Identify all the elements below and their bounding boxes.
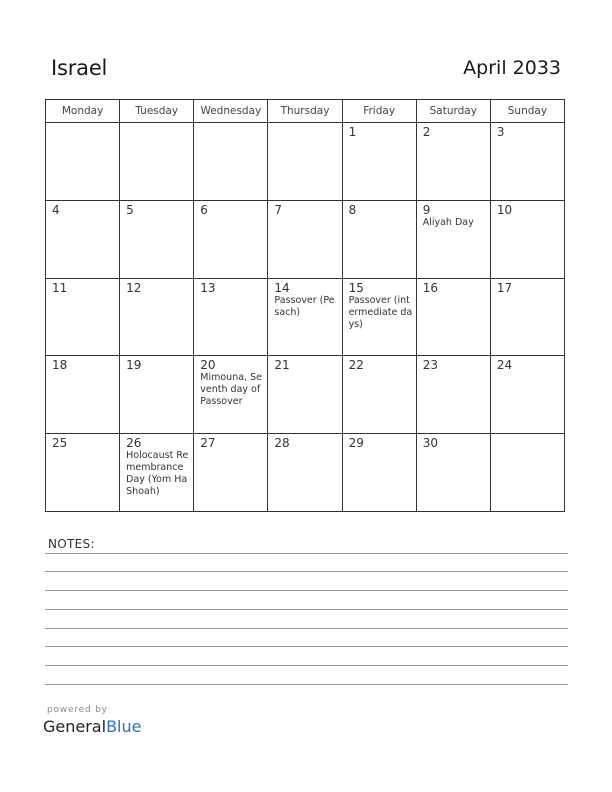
holiday-label: Passover (Pesach): [274, 294, 335, 318]
day-number: 5: [126, 203, 134, 218]
note-line: [45, 571, 568, 572]
day-number: 27: [200, 435, 216, 450]
day-number: 16: [422, 280, 438, 295]
day-number: 2: [422, 125, 431, 139]
day-number: 21: [274, 358, 290, 373]
day-cell: [416, 278, 490, 355]
day-number: 23: [422, 358, 438, 373]
day-number: 26: [126, 435, 142, 450]
day-number: 28: [274, 435, 290, 450]
country-title: Israel: [51, 56, 108, 80]
day-cell: [120, 433, 194, 511]
day-cell: [46, 356, 120, 433]
holiday-label: Mimouna, Seventh day of Passover: [200, 372, 262, 408]
brand-blue: Blue: [106, 717, 142, 736]
day-cell: [268, 356, 342, 433]
holiday-label: Passover (intermediate days): [348, 294, 413, 330]
day-number: 9: [422, 203, 431, 218]
week-row: [46, 123, 565, 201]
day-number: 6: [200, 203, 208, 218]
day-cell: [46, 201, 120, 278]
day-cell: [268, 201, 342, 278]
brand-general: General: [43, 717, 107, 736]
day-cell: [342, 433, 416, 511]
day-cell: [194, 278, 268, 355]
day-number: 3: [496, 125, 505, 139]
day-number: 24: [496, 358, 513, 373]
day-number: 1: [348, 125, 357, 139]
day-number: 17: [496, 280, 513, 295]
day-number: 30: [422, 435, 438, 450]
day-number: 13: [200, 280, 216, 295]
weekday-saturday: Saturday: [416, 100, 490, 123]
day-cell: [490, 356, 564, 433]
weekday-sunday: Sunday: [490, 100, 564, 123]
holiday-label: Holocaust Remembrance Day (Yom HaShoah): [126, 449, 189, 497]
day-number: 18: [52, 358, 68, 373]
day-number: 25: [52, 435, 68, 450]
day-cell: [46, 123, 120, 201]
day-number: 22: [348, 358, 364, 373]
day-cell: [268, 123, 342, 201]
day-number: 20: [200, 358, 216, 373]
day-cell: [342, 123, 416, 201]
note-line: [45, 553, 568, 554]
day-cell: [490, 278, 564, 355]
day-number: 29: [348, 435, 364, 450]
day-cell: [194, 356, 268, 433]
day-cell: [120, 201, 194, 278]
weekday-header-row: [46, 100, 565, 123]
note-line: [45, 684, 568, 685]
week-row: [46, 356, 565, 433]
day-cell: [268, 278, 342, 355]
day-cell: [194, 433, 268, 511]
note-line: [45, 646, 568, 647]
powered-by-text: powered by: [47, 705, 108, 715]
holiday-label: Aliyah Day: [422, 217, 474, 229]
month-year-title: April 2033: [463, 57, 561, 79]
day-number: 4: [52, 203, 60, 218]
day-cell: [194, 123, 268, 201]
day-cell: [120, 278, 194, 355]
day-cell: [46, 433, 120, 511]
note-line: [45, 665, 568, 666]
note-line: [45, 628, 568, 629]
day-number: 15: [348, 280, 364, 295]
day-number: 10: [496, 203, 513, 218]
day-number: 19: [126, 358, 142, 373]
day-cell: [416, 201, 490, 278]
weekday-wednesday: Wednesday: [194, 100, 268, 123]
day-cell: [342, 278, 416, 355]
day-cell: [490, 433, 564, 511]
weekday-friday: Friday: [342, 100, 416, 123]
day-cell: [416, 356, 490, 433]
day-cell: [490, 123, 564, 201]
week-row: [46, 278, 565, 355]
weekday-tuesday: Tuesday: [120, 100, 194, 123]
notes-label: NOTES:: [48, 537, 95, 551]
day-number: 14: [274, 280, 290, 295]
day-cell: [46, 278, 120, 355]
day-cell: [194, 201, 268, 278]
day-cell: [120, 123, 194, 201]
week-row: [46, 433, 565, 511]
note-line: [45, 609, 568, 610]
week-row: [46, 201, 565, 278]
weekday-monday: Monday: [46, 100, 120, 123]
day-number: 11: [52, 280, 68, 295]
day-number: 7: [274, 203, 283, 218]
day-cell: [342, 201, 416, 278]
day-cell: [342, 356, 416, 433]
day-cell: [120, 356, 194, 433]
note-line: [45, 590, 568, 591]
day-cell: [416, 433, 490, 511]
day-number: 12: [126, 280, 142, 295]
day-cell: [490, 201, 564, 278]
day-cell: [416, 123, 490, 201]
brand-logo: [43, 717, 141, 736]
day-cell: [268, 433, 342, 511]
calendar-grid: [45, 99, 565, 512]
day-number: 8: [348, 203, 357, 218]
weekday-thursday: Thursday: [268, 100, 342, 123]
